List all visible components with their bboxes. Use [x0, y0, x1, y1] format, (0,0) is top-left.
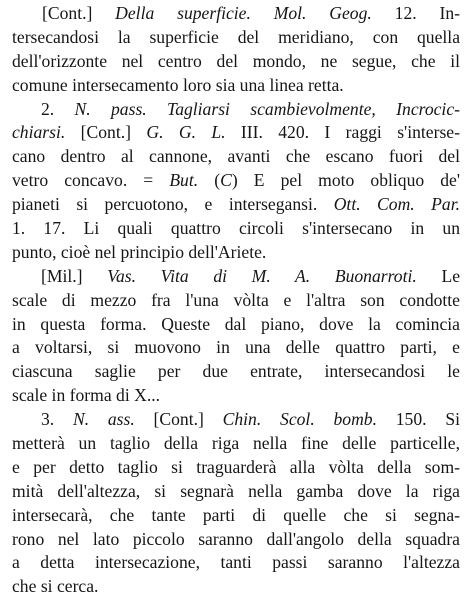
- roman-text: punto, cioè nel principio dell'Ariete.: [12, 241, 267, 262]
- roman-text: mità dell'altezza, si segnarà nella gamba dove la riga: [12, 480, 460, 501]
- roman-text: 3.: [41, 409, 73, 430]
- text-line: [12, 336, 460, 360]
- italic-text: chiarsi.: [12, 122, 66, 143]
- italic-text: Chin. Scol. bomb.: [222, 409, 377, 430]
- roman-text: e per detto taglio si traguarderà alla vòlta della som-: [12, 456, 460, 477]
- roman-text: rono nel lato piccolo saranno dall'angolo della squadra: [12, 528, 460, 549]
- text-line: [12, 575, 460, 599]
- italic-text: Della superficie. Mol. Geog.: [115, 3, 372, 23]
- text-line: [12, 289, 460, 313]
- text-line: [12, 360, 460, 384]
- roman-text: tersecandosi la superficie del meridiano, con quella: [12, 26, 460, 47]
- roman-text: 12. In-: [371, 3, 460, 23]
- roman-text: Le: [416, 265, 460, 286]
- roman-text: scale di mezzo fra l'una vòlta e l'altra son condotte: [12, 289, 460, 310]
- text-line: [12, 313, 460, 337]
- dictionary-entry: [12, 2, 460, 599]
- italic-text: G. G. L.: [146, 122, 226, 143]
- text-line: [12, 504, 460, 528]
- roman-text: (: [198, 170, 221, 191]
- roman-text: a voltarsi, si muovono in una delle quattro parti, e: [12, 337, 460, 358]
- roman-text: [Mil.]: [41, 265, 108, 286]
- roman-text: [Cont.]: [134, 409, 223, 430]
- italic-text: But.: [169, 170, 199, 191]
- text-line: [12, 551, 460, 575]
- text-line: [12, 217, 460, 241]
- roman-text: ) E pel moto obliquo de': [231, 170, 461, 191]
- roman-text: comune intersecamento loro sia una linea retta.: [12, 74, 344, 95]
- text-line: [12, 432, 460, 456]
- text-line: [12, 2, 460, 26]
- roman-text: 2.: [41, 98, 75, 119]
- text-line: [12, 26, 460, 50]
- italic-text: N. pass. Tagliarsi scambievolmente, Incrocic-: [74, 98, 460, 119]
- roman-text: cano dentro al cannone, avanti che escano fuori del: [12, 146, 460, 167]
- text-line: [12, 480, 460, 504]
- text-line: [12, 528, 460, 552]
- roman-text: vetro concavo. =: [12, 170, 170, 191]
- roman-text: ciascuna saglie per due entrate, intersecandosi le: [12, 361, 460, 382]
- text-line: [12, 121, 460, 145]
- text-line: [12, 98, 460, 122]
- roman-text: a detta intersecazione, tanti passi saranno l'altezza: [12, 552, 460, 573]
- roman-text: [Cont.]: [42, 3, 116, 23]
- text-line: [12, 74, 460, 98]
- text-line: [12, 50, 460, 74]
- roman-text: 1. 17. Li quali quattro circoli s'intersecano in un: [12, 218, 460, 239]
- roman-text: intersecarà, che tante parti di quelle che si segna-: [12, 504, 460, 525]
- roman-text: scale in forma di X...: [12, 385, 161, 406]
- text-line: [12, 408, 460, 432]
- roman-text: III. 420. I raggi s'interse-: [225, 122, 460, 143]
- roman-text: pianeti si percuotono, e intersegansi.: [12, 194, 334, 215]
- text-line: [12, 241, 460, 265]
- roman-text: in questa forma. Queste dal piano, dove la comincia: [12, 313, 460, 334]
- text-line: [12, 145, 460, 169]
- text-line: [12, 384, 460, 408]
- italic-text: N. ass.: [72, 409, 135, 430]
- italic-text: Ott. Com. Par.: [333, 194, 460, 215]
- roman-text: che si cerca.: [12, 576, 99, 597]
- italic-text: Vas. Vita di M. A. Buonarroti.: [107, 265, 417, 286]
- roman-text: [Cont.]: [65, 122, 147, 143]
- text-line: [12, 265, 460, 289]
- text-line: [12, 169, 460, 193]
- text-line: [12, 193, 460, 217]
- text-line: [12, 456, 460, 480]
- roman-text: dell'orizzonte nel centro del mondo, ne segue, che il: [12, 50, 460, 71]
- roman-text: 150. Si: [376, 409, 460, 430]
- roman-text: metterà un taglio della riga nella fine delle particelle,: [12, 433, 460, 454]
- italic-text: C: [220, 170, 232, 191]
